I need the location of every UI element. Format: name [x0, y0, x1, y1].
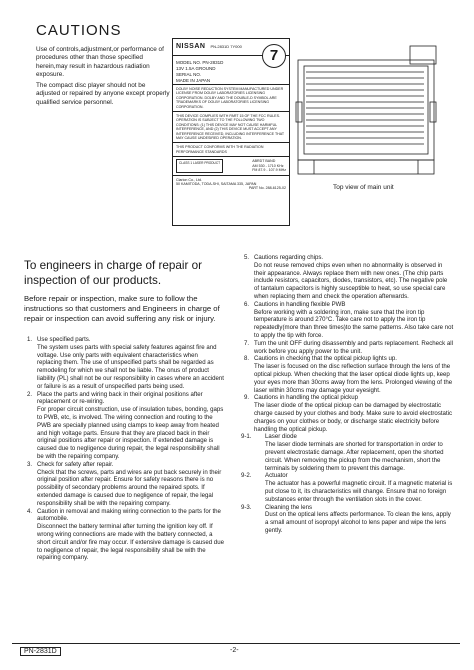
subitem-number: 9-3.: [241, 503, 252, 511]
label-freq-row: AM 530 - 1710 KHz: [252, 163, 284, 168]
item-heading: Cautions in handling flexible PWB: [254, 300, 346, 308]
label-maker-block: [173, 175, 289, 193]
subitem-number: 9-2.: [241, 472, 252, 480]
label-freq-row: ABRDT BAND: [252, 159, 276, 164]
subitem-text: Dust on the optical lens affects performance. To clean the lens, apply a small amount of isopropyl alcohol to lens paper and wipe the lens gently.: [265, 511, 451, 534]
instruction-subitem: [241, 504, 454, 535]
item-number: 8.: [244, 355, 250, 363]
instruction-item: [241, 394, 454, 433]
item-text: The laser is focused on the disc reflection surface through the lens of the optical pickup. When checking that the laser optical diode lights up, keep your eyes more than 30cms away from the lens. Prolonged viewing of the laser within 30cms may damage your eyesight.: [254, 363, 453, 394]
item-number: 1.: [27, 336, 33, 343]
item-heading: Cautions regarding chips.: [254, 254, 324, 261]
instruction-subitem: [241, 472, 454, 503]
label-warning-box: CLASS 1 LASER PRODUCT: [176, 159, 223, 172]
item-text: The system uses parts with special safety features against fire and voltage. Use only parts with equivalent characteristics when replacing them. The use of unspecified parts shall be regarded as remodeling for which we shall not be liable. The onus of product liability (PL) shall not be our responsibility in cases where an accident or failure is as a result of unspecified parts being used.: [37, 343, 224, 390]
instruction-item: [241, 340, 454, 356]
item-heading: Turn the unit OFF during disassembly and parts replacement. Recheck all work before you apply power to the unit.: [254, 339, 453, 355]
label-freq-table: [252, 159, 286, 172]
instruction-item: [24, 461, 224, 508]
instruction-subitem: [241, 433, 454, 472]
subitem-heading: Cleaning the lens: [265, 503, 313, 511]
main-unit-drawing: [294, 42, 442, 182]
item-text: Disconnect the battery terminal after turning the ignition key off. If wrong wiring connections are made with the battery connected, a short circuit and/or fire may occur. If extensive damage is caused due to negligence of repair, the legal responsibility shall be with the repairing company.: [37, 523, 224, 562]
item-text: Check that the screws, parts and wires are put back securely in their original position after repair. Ensure for safety reasons there is no possibility of secondary problems around the repaired spots. If extended damage is caused due to negligence of repair, the legal responsibility shall be with the repairing company.: [37, 468, 222, 507]
item-heading: Use specified parts.: [37, 336, 91, 343]
instruction-item: [24, 391, 224, 461]
item-number: 6.: [244, 300, 250, 308]
right-instruction-list: [241, 254, 454, 535]
item-text: Before working with a soldering iron, make sure that the iron tip temperature is around 270°C. Take care not to apply the iron tip repeatedly(more than three times)to the same patterns. Also take care not to apply the tip with force.: [254, 308, 454, 339]
item-text: For proper circuit construction, use of insulation tubes, bonding, gaps to PWB, etc, is involved. The wiring connection and routing to the PWB are specially planned using clamps to keep away from heated and high voltage parts. Ensure that they are placed back in their original positions after repair or inspection. If extended damage is caused due to negligence during repair, the legal responsibility shall be with the repairing company.: [37, 406, 224, 460]
label-model-line: MODEL NO. PN-2831D: [176, 60, 224, 65]
cautions-paragraph-1: Use of controls,adjustment,or performance of procedures other than those specified herein,may result in hazardous radiation exposure.: [36, 46, 164, 78]
label-fcc-text: THIS DEVICE COMPLIES WITH PART 15 OF THE FCC RULES. OPERATION IS SUBJECT TO THE FOLLOWING TWO CONDITIONS: (1) THIS DEVICE MAY NOT CAUSE HARMFUL INTERFERENCE, AND (2) THIS DEVICE MUST ACCEPT ANY INTERFERENCE RECEIVED, INCLUDING INTERFERENCE THAT MAY CAUSE UNDESIRED OPERATION.: [173, 111, 289, 142]
item-number: 5.: [244, 254, 250, 261]
item-number: 4.: [27, 507, 33, 515]
subitem-heading: Laser diode: [265, 433, 297, 441]
item-number: 3.: [27, 460, 33, 468]
subitem-heading: Actuator: [265, 472, 288, 480]
item-heading: Check for safety after repair.: [37, 460, 114, 468]
item-text: Do not reuse removed chips even when no abnormality is observed in their appearance. Always replace them with new ones. (The chip parts include resistors, capacitors, diodes, transistors, etc). The negative pole of tantalum capacitors is highly susceptible to heat, so use special care when replacing them and check the operation afterwards.: [254, 261, 448, 300]
label-band-text: THIS PRODUCT CONFORMS WITH THE RADIATION PERFORMANCE STANDARDS: [173, 142, 289, 156]
engineers-intro: Before repair or inspection, make sure to follow the instructions so that customers and Engineers in charge of repair or inspection can avoid suffering any risk or injury.: [24, 294, 220, 323]
footer-model: PN-2831D: [20, 647, 61, 656]
subitem-number: 9-1.: [241, 433, 252, 441]
engineers-heading: To engineers in charge of repair or inspection of our products.: [24, 259, 203, 287]
label-part-number: PN-2831D 7Y000: [210, 43, 242, 49]
label-brand: NISSAN: [176, 42, 206, 50]
item-heading: Place the parts and wiring back in their original positions after replacement or re-wiring.: [37, 390, 203, 406]
label-number-badge: 7: [262, 44, 286, 68]
item-heading: Caution in removal and making wiring connection to the parts for the automobile.: [37, 507, 221, 523]
item-text: The laser diode of the optical pickup can be damaged by electrostatic charge caused by your clothes and body. Make sure to avoid electrostatic charges on your clothes or body, or discharge static electricity before handling the optical pickup.: [254, 402, 453, 433]
cautions-body: [36, 46, 170, 110]
subitem-text: The actuator has a powerful magnetic circuit. If a magnetic material is put close to it, its characteristics will change. Ensure that no foreign substances enter through the ventilation slots in the cover.: [265, 480, 453, 503]
cautions-paragraph-2: The compact disc player should not be adjusted or repaired by anyone except properly qualified service personnel.: [36, 82, 170, 106]
instruction-item: [241, 301, 454, 340]
item-heading: Cautions in handling the optical pickup: [254, 394, 359, 402]
page-number: -2-: [230, 647, 239, 654]
label-made-in: MADE IN JAPAN: [176, 78, 211, 83]
instruction-item: [241, 254, 454, 301]
label-part-code: PART No. 288-6125-02: [248, 186, 286, 191]
label-warning-row: [173, 156, 289, 174]
label-freq-row: FM 87.9 - 107.9 MHz: [252, 168, 286, 173]
cautions-title: CAUTIONS: [36, 22, 122, 39]
instruction-item: [241, 355, 454, 394]
label-maker: Clarion Co., Ltd.: [176, 177, 202, 182]
unit-caption: Top view of main unit: [333, 184, 394, 191]
item-heading: Cautions in checking that the optical pickup lights up.: [254, 355, 397, 363]
instruction-item: [24, 336, 224, 391]
label-maker-address: 50 KAMITODA, TODA-SHI, SAITAMA 335, JAPAN: [176, 181, 257, 186]
label-license-text: DOLBY NOISE REDUCTION SYSTEM MANUFACTURED UNDER LICENSE FROM DOLBY LABORATORIES LICENSING CORPORATION. DOLBY AND THE DOUBLE-D SYMBOL ARE TRADEMARKS OF DOLBY LABORATORIES LICENSING CORPORATION.: [173, 84, 289, 111]
item-number: 7.: [244, 339, 250, 347]
left-instruction-list: [24, 336, 224, 562]
item-number: 9.: [244, 394, 250, 402]
instruction-item: [24, 508, 224, 563]
footer-rule: [12, 643, 460, 644]
label-voltage-line: 13V 1.5A GROUND: [176, 66, 216, 71]
subitem-text: The laser diode terminals are shorted for transportation in order to prevent electrostatic damage. After replacement, open the shorted circuit. When removing the pickup from the mechanism, short the terminals by soldering them to prevent this damage.: [265, 441, 444, 472]
label-serial-line: SERIAL NO.: [176, 72, 202, 77]
product-label: [172, 38, 290, 226]
item-number: 2.: [27, 390, 33, 398]
